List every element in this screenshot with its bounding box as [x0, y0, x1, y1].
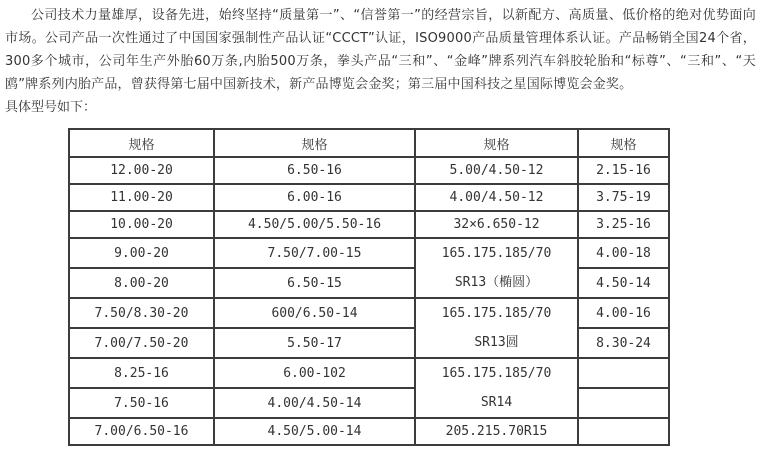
- spec-cell: 205.215.70R15: [415, 418, 578, 445]
- spec-cell: 32×6.650-12: [415, 211, 578, 238]
- spec-cell: [578, 358, 669, 388]
- spec-table-wrap: [68, 128, 756, 446]
- spec-cell: 3.75-19: [578, 184, 669, 211]
- table-row: [69, 388, 669, 418]
- spec-cell: 600/6.50-14: [214, 298, 415, 328]
- spec-header-cell: 规格: [214, 129, 415, 157]
- spec-cell-line: 165.175.185/70: [441, 306, 552, 321]
- table-row: [69, 184, 669, 211]
- spec-cell: 4.00-18: [578, 238, 669, 268]
- spec-cell: 8.30-24: [578, 328, 669, 358]
- spec-cell: 4.00-16: [578, 298, 669, 328]
- spec-cell: 6.00-16: [214, 184, 415, 211]
- table-row: [69, 211, 669, 238]
- spec-cell: 4.50/5.00-14: [214, 418, 415, 445]
- spec-cell: [578, 418, 669, 445]
- spec-cell: 11.00-20: [69, 184, 214, 211]
- spec-header-cell: 规格: [578, 129, 669, 157]
- spec-cell: 6.50-15: [214, 268, 415, 298]
- spec-cell-line: SR13圆: [474, 335, 519, 350]
- table-row: [69, 298, 669, 328]
- spec-cell: 5.50-17: [214, 328, 415, 358]
- spec-header-cell: 规格: [415, 129, 578, 157]
- spec-cell: [415, 238, 578, 298]
- table-row: [69, 238, 669, 268]
- table-row: [69, 418, 669, 445]
- spec-cell: 7.50/7.00-15: [214, 238, 415, 268]
- spec-cell: 7.50-16: [69, 388, 214, 418]
- table-row: [69, 328, 669, 358]
- spec-cell: 7.00/7.50-20: [69, 328, 214, 358]
- spec-cell: 4.00/4.50-12: [415, 184, 578, 211]
- spec-header-cell: 规格: [69, 129, 214, 157]
- spec-cell: [415, 298, 578, 358]
- spec-cell: 7.00/6.50-16: [69, 418, 214, 445]
- spec-cell: [578, 388, 669, 418]
- spec-cell: 10.00-20: [69, 211, 214, 238]
- spec-cell: 12.00-20: [69, 157, 214, 184]
- spec-table-body: [69, 157, 669, 445]
- spec-cell: 3.25-16: [578, 211, 669, 238]
- spec-cell-line: 165.175.185/70: [441, 366, 552, 381]
- table-row: [69, 358, 669, 388]
- spec-cell: [415, 358, 578, 418]
- spec-cell-line: SR14: [480, 395, 513, 410]
- spec-cell: 7.50/8.30-20: [69, 298, 214, 328]
- spec-cell: 9.00-20: [69, 238, 214, 268]
- spec-cell-line: SR13（椭圆）: [454, 275, 539, 290]
- spec-cell: 6.50-16: [214, 157, 415, 184]
- intro-paragraph: 公司技术力量雄厚，设备先进，始终坚持“质量第一”、“信誉第一”的经营宗旨，以新配方、高质量、低价格的绝对优势面向市场。公司产品一次性通过了中国国家强制性产品认证“CCCT”认证，ISO9000产品质量管理体系认证。产品畅销全国24个省，300多个城市，公司年生产外胎60万条,内胎500万条，拳头产品“三和”、“金峰”牌系列汽车斜胶轮胎和“标尊”、“三和”、“天鸥”牌系列内胎产品，曾获得第七届中国新技术，新产品博览会金奖；第三届中国科技之星国际博览会金奖。: [5, 8, 756, 92]
- spec-cell: 2.15-16: [578, 157, 669, 184]
- spec-cell: 5.00/4.50-12: [415, 157, 578, 184]
- table-row: [69, 268, 669, 298]
- spec-cell: 4.50/5.00/5.50-16: [214, 211, 415, 238]
- spec-cell: 8.00-20: [69, 268, 214, 298]
- spec-cell: 8.25-16: [69, 358, 214, 388]
- spec-table: [68, 128, 670, 446]
- spec-header-row: [69, 129, 669, 157]
- models-label: 具体型号如下：: [5, 100, 97, 115]
- spec-cell-line: 165.175.185/70: [441, 246, 552, 261]
- spec-cell: 4.50-14: [578, 268, 669, 298]
- table-row: [69, 157, 669, 184]
- spec-cell: 6.00-102: [214, 358, 415, 388]
- spec-cell: 4.00/4.50-14: [214, 388, 415, 418]
